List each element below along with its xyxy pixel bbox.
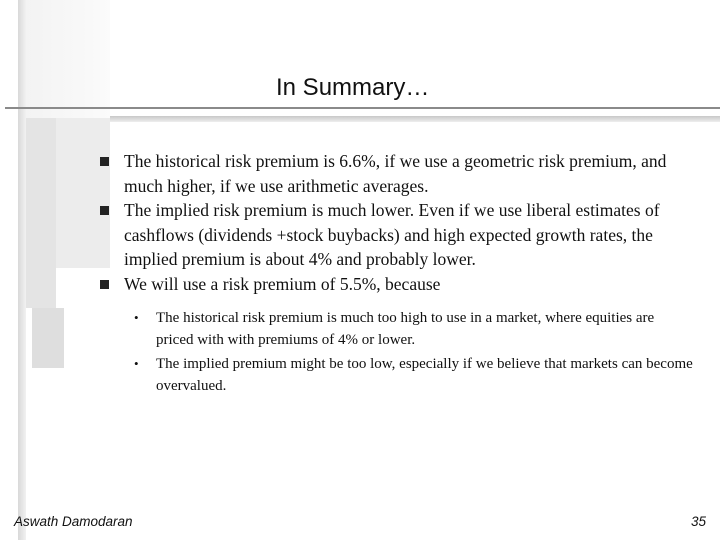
sub-bullet-item <box>134 307 694 351</box>
dot-bullet-icon: • <box>134 310 139 325</box>
sub-bullet-item <box>134 353 694 397</box>
square-bullet-icon <box>100 280 109 289</box>
slide-title: In Summary… <box>276 74 430 101</box>
sub-bullet-text: The historical risk premium is much too high to use in a market, where equities are priced with with premiums of 4% or lower. <box>156 310 655 348</box>
bullet-item <box>96 149 700 198</box>
bullet-text: The implied risk premium is much lower. Even if we use liberal estimates of cashflows (dividends +stock buybacks) and high expected growth rates, the implied premium is about 4% and probably lower. <box>124 200 660 269</box>
decor-block-side <box>26 118 56 308</box>
square-bullet-icon <box>100 157 109 166</box>
title-rule <box>5 107 720 109</box>
bullet-item <box>96 272 700 297</box>
bullet-text: We will use a risk premium of 5.5%, because <box>124 273 441 294</box>
footer-author: Aswath Damodaran <box>14 514 133 529</box>
decor-block-low <box>32 308 64 368</box>
bullet-list <box>96 149 700 296</box>
bullet-text: The historical risk premium is 6.6%, if we use a geometric risk premium, and much higher, if we use arithmetic averages. <box>124 151 667 196</box>
sub-bullet-text: The implied premium might be too low, especially if we believe that markets can become overvalued. <box>156 356 693 394</box>
decor-bar-left <box>18 0 26 540</box>
sub-bullet-list <box>134 307 694 399</box>
dot-bullet-icon: • <box>134 356 139 371</box>
decor-block-top <box>26 0 110 118</box>
bullet-item <box>96 198 700 272</box>
page-number: 35 <box>690 514 706 529</box>
title-shadow-rule <box>110 116 720 122</box>
square-bullet-icon <box>100 206 109 215</box>
